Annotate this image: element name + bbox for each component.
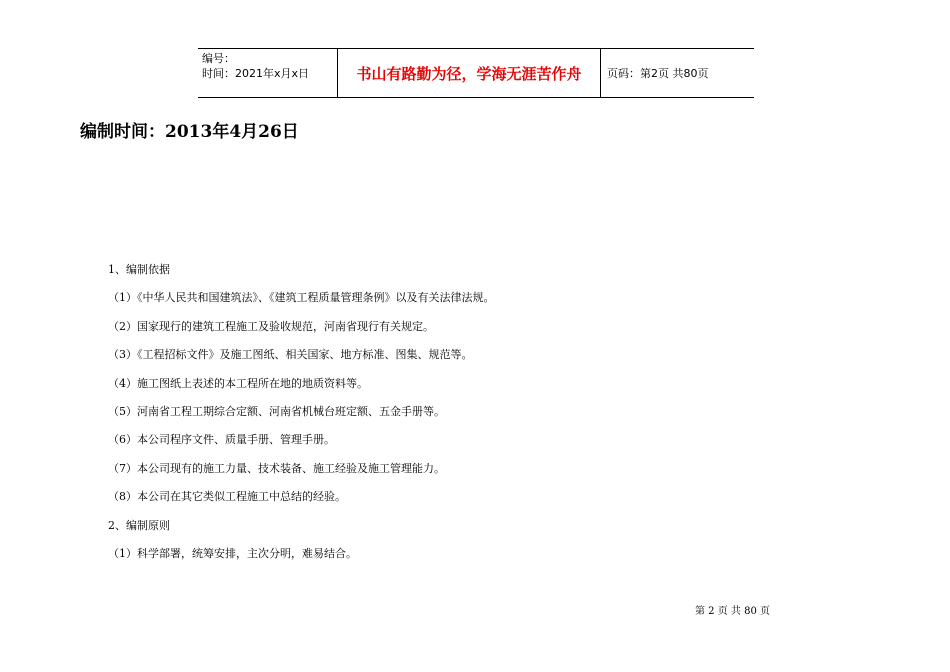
- header-motto: 书山有路勤为径，学海无涯苦作舟: [338, 49, 601, 97]
- header-page-info: 页码：第2页 共80页: [607, 67, 709, 80]
- page-header: [198, 48, 754, 98]
- body-paragraph: （5）河南省工程工期综合定额、河南省机械台班定额、五金手册等。: [108, 404, 445, 418]
- compiled-date: 编制时间：2013年4月26日: [80, 122, 299, 142]
- body-paragraph: （1）科学部署，统筹安排，主次分明，难易结合。: [108, 546, 357, 560]
- document-number-label: 编号：: [202, 52, 235, 65]
- body-paragraph: （7）本公司现有的施工力量、技术装备、施工经验及施工管理能力。: [108, 461, 445, 475]
- body-paragraph: （4）施工图纸上表述的本工程所在地的地质资料等。: [108, 376, 368, 390]
- body-paragraph: （8）本公司在其它类似工程施工中总结的经验。: [108, 490, 346, 504]
- header-meta: [198, 49, 338, 97]
- body-paragraph: （6）本公司程序文件、质量手册、管理手册。: [108, 433, 335, 447]
- document-body: [108, 262, 495, 574]
- section-heading: 2、编制原则: [108, 518, 170, 532]
- section-heading: 1、编制依据: [108, 263, 170, 276]
- body-paragraph: （3）《工程招标文件》及施工图纸、相关国家、地方标准、图集、规范等。: [108, 348, 473, 362]
- body-paragraph: （1）《中华人民共和国建筑法》、《建筑工程质量管理条例》以及有关法律法规。: [108, 291, 495, 305]
- document-time: 时间：2021年x月x日: [202, 67, 310, 80]
- page-footer: 第 2 页 共 80 页: [695, 606, 770, 617]
- body-paragraph: （2）国家现行的建筑工程施工及验收规范，河南省现行有关规定。: [108, 319, 434, 333]
